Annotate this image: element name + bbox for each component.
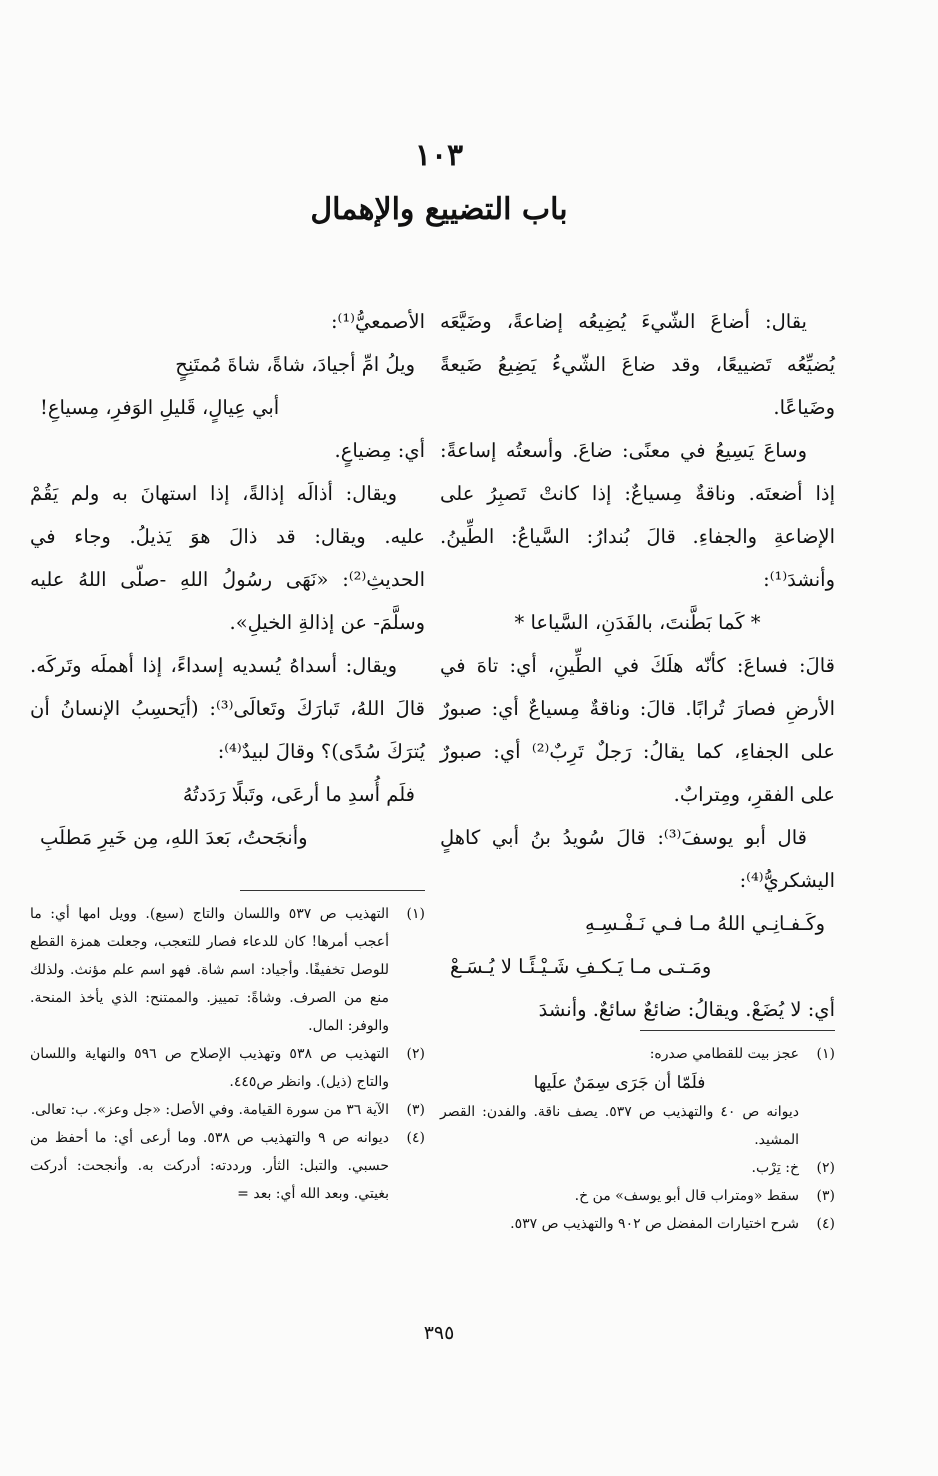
footnote-item [440,1210,835,1238]
paragraph: أي: مِضياعٍ. [334,439,425,462]
paragraph: يقال: أضاعَ الشّيءَ يُضِيعُه إضاعةً، وضَيَّعَه يُضيِّعُه تَضييعًا، وقد ضاعَ الشّيءُ يَضِيعُ ضَيعةً وضَياعًا. [440,310,835,419]
verse-hemistich: وأنجَحتُ، بَعدَ اللهِ، مِن خَيرِ مَطلَبِ [40,826,308,849]
paragraph: أي: لا يُضَعْ. ويقالُ: ضائعٌ سائعٌ. وأنشدَ [538,998,835,1021]
footnote-item [440,1040,835,1154]
chapter-title: باب التضييع والإهمال [310,192,568,227]
footnote-text: سقط «ومتراب قال أبو يوسف» من خ. [574,1188,799,1204]
footnote-text: التهذيب ص ٥٣٧ واللسان والتاج (سيع). وويل امها أي: ما أعجب أمرها! كان للدعاء فصار للتعجب، وجعلت همزة القطع للوصل تخفيفًا. وأجياد: اسم شاة. فهو اسم علم مؤنث. ولذلك منع من الصرف. وشاةً: تمييز. والممتنح: الذي يأخذ المنحة. والوفر: المال. [30,906,389,1034]
paragraph: وساعَ يَسِيعُ في معنًى: ضاعَ. وأسعتُه إساعةً: إذا أضعتَه. وناقةٌ مِسياعٌ: إذا كانتْ تَصبِرُ على الإضاعةِ والجفاءِ. قالَ بُندارُ: السَّياعُ: الطِّينُ. وأنشدَ⁽¹⁾: [440,439,835,591]
footnote-item [440,1182,835,1210]
page-number: ٣٩٥ [423,1322,455,1344]
right-column [440,300,835,1031]
paragraph: قال أبو يوسفَ⁽³⁾: قالَ سُويدُ بنُ أبي كاهلٍ اليشكريُّ⁽⁴⁾: [440,826,835,892]
footnote-divider-left [240,890,425,891]
footnote-item [440,1154,835,1182]
footnote-number: (١) [816,1046,835,1062]
footnotes-left [30,900,425,1208]
paragraph: الأصمعيُّ⁽¹⁾: [330,310,425,333]
footnote-number: (١) [406,906,425,922]
footnote-verse: فلَمّا أن جَرَى سِمَنٌ علَيها [533,1073,706,1093]
verse-hemistich: أبي عِيالٍ، قَليلِ الوَفرِ، مِسياعِ! [40,396,280,419]
footnote-text-line: ديوانه ص ٤٠ والتهذيب ص ٥٣٧. يصف ناقة. والفدن: القصر المشيد. [440,1104,799,1148]
footnote-item [30,1096,425,1124]
footnotes-right [440,1040,835,1238]
footnote-text: الآية ٣٦ من سورة القيامة. وفي الأصل: «جل وعز». ب: تعالى. [30,1102,389,1118]
footnote-item [30,1124,425,1208]
footnote-text-line: عجز بيت للقطامي صدره: [649,1046,799,1062]
verse-hemistich: ومَـتـى مـا يَـكـفِ شَـيْـئًـا لا يُـسَـعْ [450,955,712,978]
footnote-text: ديوانه ص ٩ والتهذيب ص ٥٣٨. وما أرعى أي: ما أحفظ من حسبي. والتبل: الثأر. ورددته: أدركت به. وأنجحت: أدركت بغيتي. وبعد الله أي: بعد = [30,1130,389,1202]
footnote-text: شرح اختيارات المفضل ص ٩٠٢ والتهذيب ص ٥٣٧. [510,1216,799,1232]
footnote-text: خ: تِرْب. [751,1160,799,1176]
footnote-item [30,900,425,1040]
verse-hemistich: ويلُ امِّ أجيادَ، شاةً، شاةَ مُمتَنِحٍ [175,353,415,376]
footnote-item [30,1040,425,1096]
footnote-divider-right [640,1030,835,1031]
footnote-number: (٣) [816,1188,835,1204]
verse-line: * كَما بَطَّنتَ، بالفَدَنِ، السَّياعا * [514,611,761,634]
footnote-number: (٢) [406,1046,425,1062]
footnote-number: (٢) [816,1160,835,1176]
left-column [30,300,425,859]
chapter-number: ١٠٣ [414,138,464,173]
footnote-number: (٤) [816,1216,835,1232]
footnote-number: (٤) [406,1130,425,1146]
footnote-text: التهذيب ص ٥٣٨ وتهذيب الإصلاح ص ٥٩٦ والنهاية واللسان والتاج (ذيل). وانظر ص٤٤٥. [30,1046,390,1090]
paragraph: ويقال: أذالَه إذالةً، إذا استهانَ به ولم يَقُمْ عليه. ويقال: قد ذالَ هوَ يَذيلُ. وجاء في الحديثِ⁽²⁾: «نَهَى رسُولُ اللهِ -صلّى اللهُ عليه وسلَّمَ- عن إذالةِ الخيلِ». [30,482,425,634]
footnote-number: (٣) [406,1102,425,1118]
paragraph: ويقال: أسداهُ يُسديه إسداءً، إذا أهملَه وتَركَه. قالَ اللهُ، تَبارَكَ وتَعالَى⁽³⁾: (أيَحسِبُ الإنسانُ أن يُترَكَ سُدًى)؟ وقالَ لبيدٌ⁽⁴⁾: [30,654,425,763]
paragraph: قالَ: فساعَ: كأنّه هلَكَ في الطِّينِ، أي: تاهَ في الأرضِ فصارَ تُرابًا. قالَ: وناقةٌ مِسياعٌ أي: صبورٌ على الجفاءِ، كما يقالُ: رَجلٌ تَرِبٌ⁽²⁾ أي: صبورٌ على الفقرِ، ومِترابٌ. [440,654,835,806]
footnote-text [440,1040,799,1154]
verse-hemistich: وكَـفـانِـي اللهُ مـا فـي نَـفْـسِـهِ [584,912,825,935]
verse-hemistich: فلَم أُسدِ ما أرعَى، وتَبلًا رَدَدتُهُ [182,783,415,806]
